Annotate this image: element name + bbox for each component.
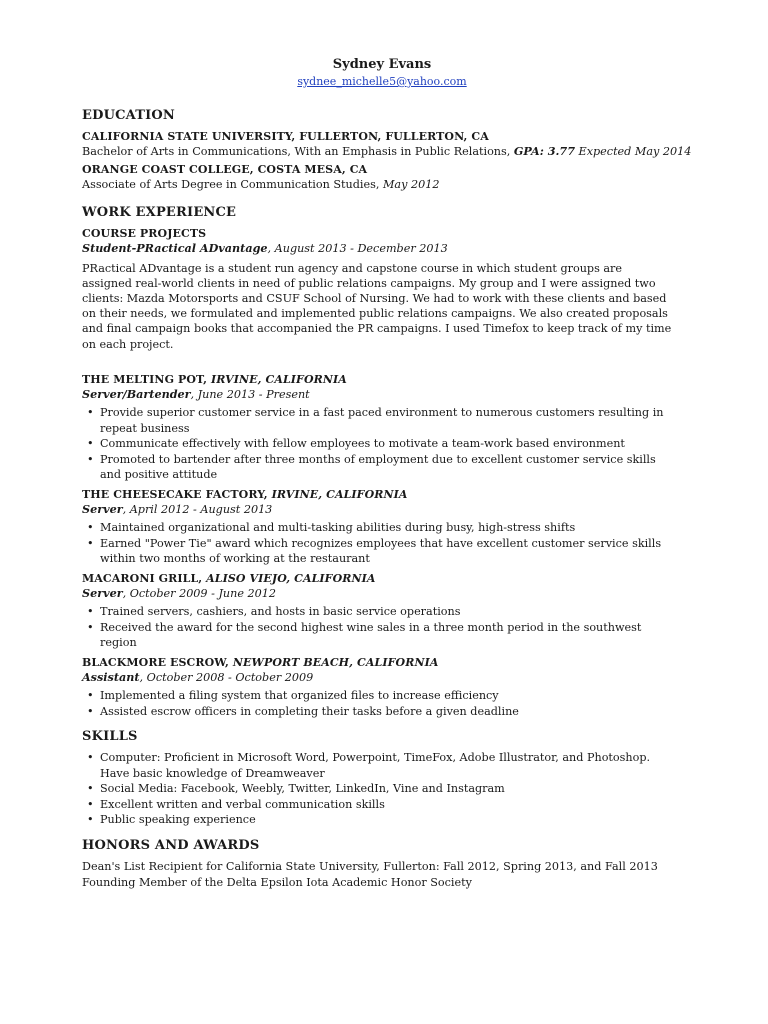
- job-role-line: [82, 387, 682, 403]
- bullet-icon: •: [87, 605, 94, 619]
- employer-location: IRVINE, CALIFORNIA: [211, 372, 347, 386]
- employer-line: [82, 571, 682, 586]
- degree-date: Expected May 2014: [574, 145, 692, 158]
- list-item: • Social Media: Facebook, Weebly, Twitter, LinkedIn, Vine and Instagram: [87, 782, 505, 796]
- bullet-icon: •: [87, 452, 94, 466]
- bullet-icon: •: [87, 536, 94, 550]
- degree-date: May 2012: [382, 177, 440, 191]
- course-role-line: [82, 241, 682, 257]
- education-entry: [82, 129, 692, 160]
- course-projects-heading: COURSE PROJECTS: [82, 227, 207, 240]
- course-date: , August 2013 - December 2013: [267, 242, 448, 255]
- list-item: • Earned "Power Tie" award which recognizes employees that have excellent customer service skills within two months of working at the restaurant: [87, 536, 662, 566]
- honor-item: Founding Member of the Delta Epsilon Iota Academic Honor Society: [82, 875, 472, 889]
- email-link[interactable]: sydnee_michelle5@yahoo.com: [297, 75, 467, 88]
- skills-list: [82, 750, 682, 828]
- job-role-line: [82, 502, 682, 518]
- work-experience-heading: WORK EXPERIENCE: [82, 205, 237, 220]
- job-date: , June 2013 - Present: [190, 387, 310, 401]
- employer-location: IRVINE, CALIFORNIA: [271, 487, 408, 501]
- employer-location: NEWPORT BEACH, CALIFORNIA: [232, 655, 439, 669]
- degree-line: [82, 144, 692, 160]
- gpa-text: GPA: 3.77: [513, 144, 575, 158]
- list-item: • Provide superior customer service in a fast paced environment to numerous customers resulting in repeat business: [87, 406, 664, 435]
- bullet-icon: •: [87, 689, 94, 703]
- skills-heading: SKILLS: [82, 729, 138, 745]
- list-item: • Communicate effectively with fellow employees to motivate a team-work based environment: [87, 437, 625, 451]
- school-name: CALIFORNIA STATE UNIVERSITY, FULLERTON, FULLERTON, CA: [82, 130, 489, 143]
- employer-name: BLACKMORE ESCROW,: [82, 655, 233, 669]
- list-item: • Trained servers, cashiers, and hosts in basic service operations: [87, 605, 461, 619]
- job-date: , October 2008 - October 2009: [139, 670, 314, 684]
- job-entry: [82, 487, 682, 567]
- degree-text: Bachelor of Arts in Communications, With an Emphasis in Public Relations,: [82, 145, 514, 158]
- list-item: • Maintained organizational and multi-tasking abilities during busy, high-stress shifts: [87, 521, 576, 535]
- bullet-icon: •: [87, 751, 94, 765]
- bullet-icon: •: [87, 406, 94, 420]
- bullet-icon: •: [87, 704, 94, 718]
- bullet-icon: •: [87, 521, 94, 535]
- employer-line: [82, 655, 682, 670]
- bullet-icon: •: [87, 797, 94, 811]
- job-role: Server: [82, 501, 123, 516]
- job-role-line: [82, 670, 682, 686]
- education-entry: [82, 162, 682, 193]
- job-entry: [82, 655, 682, 720]
- employer-name: THE CHEESECAKE FACTORY,: [82, 487, 272, 501]
- job-entry: [82, 571, 682, 651]
- list-item: • Received the award for the second highest wine sales in a three month period in the southwest region: [87, 620, 642, 650]
- degree-text: Associate of Arts Degree in Communication Studies,: [82, 177, 383, 191]
- employer-line: [82, 372, 682, 387]
- job-bullets: [82, 688, 682, 719]
- job-bullets: [82, 604, 682, 651]
- job-role: Server: [82, 585, 123, 600]
- course-role: Student-PRactical ADvantage: [82, 241, 268, 255]
- job-date: , October 2009 - June 2012: [122, 586, 276, 600]
- job-bullets: [82, 520, 682, 567]
- bullet-icon: •: [87, 437, 94, 451]
- honor-item: Dean's List Recipient for California State University, Fullerton: Fall 2012, Spring 2013, and Fall 2013: [82, 859, 658, 873]
- list-item: • Promoted to bartender after three months of employment due to excellent customer service skills and positive attitude: [87, 452, 656, 482]
- employer-name: MACARONI GRILL,: [82, 571, 207, 585]
- school-name: ORANGE COAST COLLEGE, COSTA MESA, CA: [82, 162, 368, 176]
- employer-line: [82, 487, 682, 502]
- employer-location: ALISO VIEJO, CALIFORNIA: [206, 571, 376, 585]
- job-role: Assistant: [82, 669, 140, 684]
- job-date: , April 2012 - August 2013: [122, 502, 273, 516]
- education-heading: EDUCATION: [82, 108, 176, 123]
- resume-page: [82, 56, 692, 891]
- list-item: • Implemented a filing system that organized files to increase efficiency: [87, 689, 499, 703]
- bullet-icon: •: [87, 782, 94, 796]
- job-bullets: [82, 405, 682, 483]
- bullet-icon: •: [87, 620, 94, 634]
- job-entry: [82, 372, 682, 483]
- degree-line: [82, 177, 682, 193]
- list-item: • Assisted escrow officers in completing their tasks before a given deadline: [87, 704, 519, 718]
- list-item: • Public speaking experience: [87, 813, 256, 827]
- list-item: • Computer: Proficient in Microsoft Word, Powerpoint, TimeFox, Adobe Illustrator, and Photoshop. Have basic knowledge of Dreamweaver: [87, 751, 651, 780]
- candidate-name: Sydney Evans: [332, 57, 432, 72]
- job-role: Server/Bartender: [82, 386, 191, 401]
- employer-name: THE MELTING POT,: [82, 372, 211, 386]
- list-item: • Excellent written and verbal communication skills: [87, 797, 385, 811]
- course-projects-entry: [82, 226, 682, 352]
- bullet-icon: •: [87, 813, 94, 827]
- honors-heading: HONORS AND AWARDS: [82, 837, 260, 853]
- course-description: PRactical ADvantage is a student run agency and capstone course in which student groups are assigned real-world clients in need of public relations campaigns. My group and I were assigned two clients: Mazda Motorsports and CSUF School of Nursing. We had to work with these clients and based on their needs, we formulated and implemented public relations campaigns. We also created proposals and final campaign books that accompanied the PR campaigns. I used Timefox to keep track of my time on each project.: [82, 261, 672, 351]
- job-role-line: [82, 586, 682, 602]
